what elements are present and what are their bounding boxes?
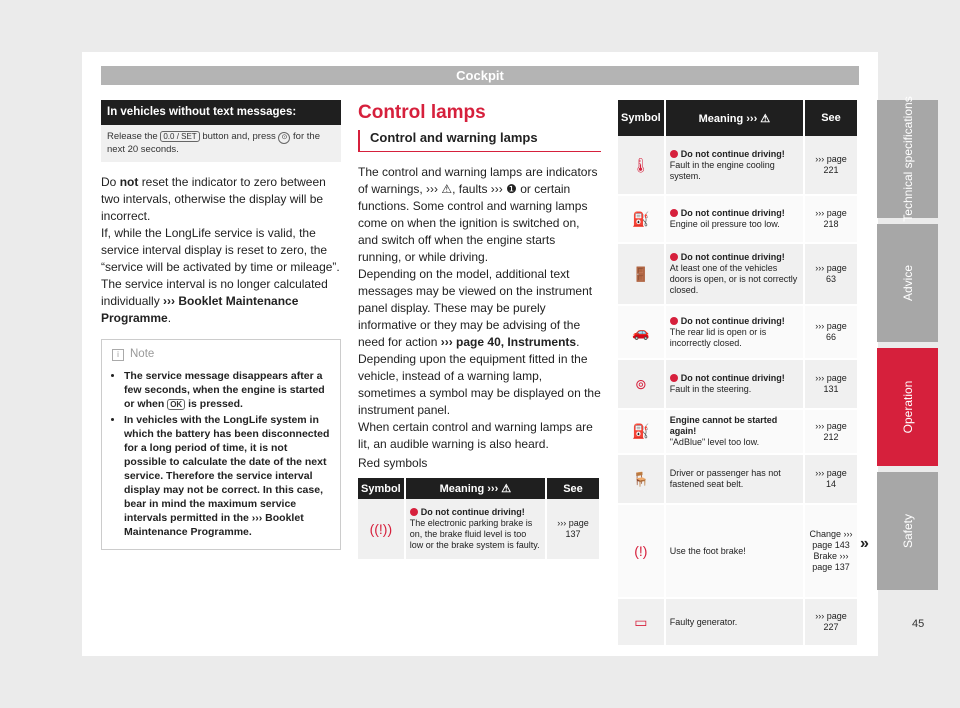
paragraph: When certain control and warning lamps are lit, an audible warning is also heard. — [358, 420, 593, 451]
instruments-link[interactable]: ››› page 40, Instruments — [440, 335, 577, 349]
stop-icon — [670, 150, 678, 158]
box-text: for the next 20 seconds. — [107, 131, 320, 155]
th-symbol: Symbol — [618, 100, 665, 136]
page-number: 45 — [912, 618, 925, 630]
tab-safety[interactable]: Safety — [877, 472, 938, 590]
box-body — [101, 125, 341, 162]
table-row: 🚪 Do not continue driving! At least one of the vehicles doors is open, or is not correctly closed. ››› page 63 — [618, 243, 858, 305]
stop-icon — [670, 317, 678, 325]
ok-key: OK — [167, 399, 185, 410]
page-ref[interactable]: ››› page 212 — [804, 409, 858, 454]
table-row: 🪑 Driver or passenger has not fastened seat belt. ››› page 14 — [618, 454, 858, 504]
page-ref[interactable]: ››› page 218 — [804, 195, 858, 243]
th-see: See — [804, 100, 858, 136]
tab-advice[interactable]: Advice — [877, 224, 938, 342]
box-text: button and, press — [202, 131, 276, 142]
page-ref[interactable]: ››› page 221 — [804, 136, 858, 195]
column-middle — [358, 100, 601, 561]
page-ref[interactable]: ››› page 137 — [546, 499, 600, 560]
paragraph: Depending on the model, additional text messages may be viewed on the instrument panel display. These may be purely informative or they may be advising of the need for action ››› page 40, Instruments. — [358, 267, 593, 349]
tab-technical[interactable]: Technical specifications — [877, 100, 938, 218]
paragraph: Depending upon the equipment fitted in the vehicle, instead of a warning lamp, sometimes a symbol may be displayed on the instrument panel. — [358, 352, 601, 417]
symbol-icon: ▭ — [618, 598, 665, 646]
brake-icon: ((!)) — [358, 499, 405, 560]
paragraph: Do not reset the indicator to zero between two intervals, otherwise the display will be incorrect. — [101, 175, 326, 223]
th-symbol: Symbol — [358, 478, 405, 499]
table-row: ((!)) Do not continue driving! The electronic parking brake is on, the brake fluid level is too low or the brake system is faulty. ››› page 137 — [358, 499, 600, 560]
paragraph: The control and warning lamps are indicators of warnings, ››› ⚠, faults ››› ❶ or certain functions. Some control and warning lamps come on when the ignition is switched on, and switch off when the engine starts running, or while driving. — [358, 165, 598, 264]
table-row: ⛽ Do not continue driving! Engine oil pressure too low. ››› page 218 — [618, 195, 858, 243]
symbol-table-2 — [618, 100, 859, 647]
symbol-icon: 🪑 — [618, 454, 665, 504]
table-row: (!) Use the foot brake! Change ››› page 143 Brake ››› page 137 — [618, 504, 858, 598]
tab-operation[interactable]: Operation — [877, 348, 938, 466]
stop-icon — [670, 374, 678, 382]
th-see: See — [546, 478, 600, 499]
section-subtitle: Control and warning lamps — [358, 130, 601, 152]
table-row: ⊚ Do not continue driving! Fault in the steering. ››› page 131 — [618, 359, 858, 409]
symbol-icon: 🚗 — [618, 305, 665, 359]
column-right — [618, 100, 859, 647]
note-title: Note — [130, 348, 155, 360]
table-row: 🌡 Do not continue driving! Fault in the engine cooling system. ››› page 221 — [618, 136, 858, 195]
paragraph: If, while the LongLife service is valid, the service interval display is reset to zero, the “service will be activated by time or mileage”. The service interval is no longer calculated individually ››› Booklet Maintenance Programme. — [101, 226, 340, 325]
symbol-table — [358, 478, 601, 561]
page-ref[interactable]: ››› page 66 — [804, 305, 858, 359]
table-row: ⛽ Engine cannot be started again! "AdBlue" level too low. ››› page 212 — [618, 409, 858, 454]
th-meaning: Meaning ››› ⚠ — [405, 478, 546, 499]
symbol-icon: 🚪 — [618, 243, 665, 305]
note-box — [101, 339, 341, 550]
column-left — [101, 100, 341, 550]
info-icon: i — [112, 349, 124, 361]
note-item: • In vehicles with the LongLife system in which the battery has been disconnected for a long period of time, it is not possible to calculate the date of the next service. Therefore the service interval display may not be correct. In this case, bear in mind the maximum service intervals permitted in the ››› Booklet Maintenance Programme. — [124, 413, 330, 539]
symbol-icon: ⊚ — [618, 359, 665, 409]
symbol-icon: ⛽ — [618, 409, 665, 454]
page-header: Cockpit — [101, 66, 859, 85]
red-symbols-heading: Red symbols — [358, 456, 428, 470]
symbol-icon: ⛽ — [618, 195, 665, 243]
table-row: ▭ Faulty generator. ››› page 227 — [618, 598, 858, 646]
page-ref[interactable]: ››› page 14 — [804, 454, 858, 504]
box-title: In vehicles without text messages: — [101, 100, 341, 125]
box-text: Release the — [107, 131, 158, 142]
dial-key-icon: ⊙ — [278, 132, 290, 144]
stop-icon — [670, 209, 678, 217]
page-ref[interactable]: ››› page 227 — [804, 598, 858, 646]
stop-icon — [410, 508, 418, 516]
section-title: Control lamps — [358, 102, 486, 123]
page-ref[interactable]: ››› page 63 — [804, 243, 858, 305]
stop-icon — [670, 253, 678, 261]
table-row: 🚗 Do not continue driving! The rear lid is open or is incorrectly closed. ››› page 66 — [618, 305, 858, 359]
symbol-icon: 🌡 — [618, 136, 665, 195]
symbol-icon: (!) — [618, 504, 665, 598]
page-ref[interactable]: ››› page 131 — [804, 359, 858, 409]
continue-icon: » — [860, 535, 869, 552]
note-item: • The service message disappears after a few seconds, when the engine is started or when OK is pressed. — [124, 369, 330, 411]
page-ref[interactable]: Change ››› page 143 Brake ››› page 137 — [804, 504, 858, 598]
booklet-link[interactable]: ››› Booklet Maintenance Programme — [101, 294, 299, 325]
th-meaning: Meaning ››› ⚠ — [665, 100, 804, 136]
set-key: 0.0 / SET — [160, 131, 199, 142]
